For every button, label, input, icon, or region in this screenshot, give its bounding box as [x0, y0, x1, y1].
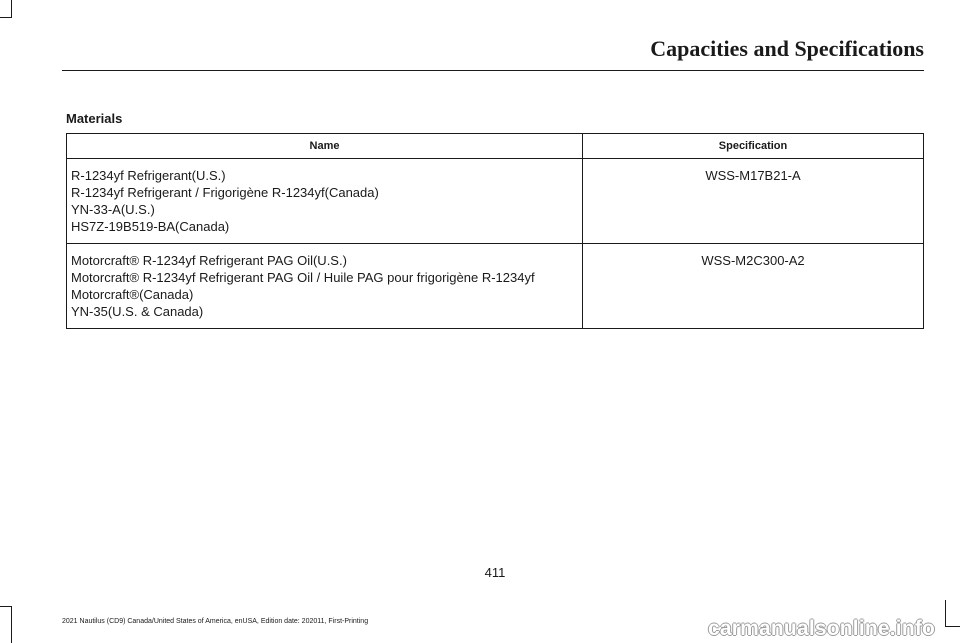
crop-mark — [945, 600, 946, 627]
name-line: Motorcraft®(Canada) — [71, 287, 194, 302]
table-row — [67, 244, 924, 329]
column-header-name: Name — [67, 134, 583, 159]
name-line: R-1234yf Refrigerant(U.S.) — [71, 168, 226, 183]
name-line: YN-35(U.S. & Canada) — [71, 304, 204, 319]
table-header-row — [67, 134, 924, 159]
name-line: Motorcraft® R-1234yf Refrigerant PAG Oil(U.S.) — [71, 253, 347, 268]
name-line: HS7Z-19B519-BA(Canada) — [71, 219, 230, 234]
specification-cell: WSS-M2C300-A2 — [583, 244, 924, 329]
crop-mark — [0, 17, 12, 18]
footer-edition-text: 2021 Nautilus (CD9) Canada/United States of America, enUSA, Edition date: 202011, First-Printing — [62, 618, 369, 625]
table-row — [67, 159, 924, 244]
name-line: Motorcraft® R-1234yf Refrigerant PAG Oil / Huile PAG pour frigorigène R-1234yf — [71, 270, 535, 285]
name-line: R-1234yf Refrigerant / Frigorigène R-1234yf(Canada) — [71, 185, 379, 200]
watermark: carmanualsonline.info — [708, 617, 936, 640]
crop-mark — [0, 606, 12, 607]
name-cell — [67, 159, 583, 244]
materials-table — [66, 133, 924, 329]
page-title: Capacities and Specifications — [650, 36, 924, 61]
section-heading: Materials — [66, 111, 123, 126]
crop-mark — [11, 606, 12, 643]
name-line: YN-33-A(U.S.) — [71, 202, 155, 217]
specification-cell: WSS-M17B21-A — [583, 159, 924, 244]
crop-mark — [11, 0, 12, 18]
column-header-specification: Specification — [583, 134, 924, 159]
title-divider — [62, 70, 924, 71]
name-cell — [67, 244, 583, 329]
page-number: 411 — [484, 565, 506, 580]
crop-mark — [945, 626, 960, 627]
